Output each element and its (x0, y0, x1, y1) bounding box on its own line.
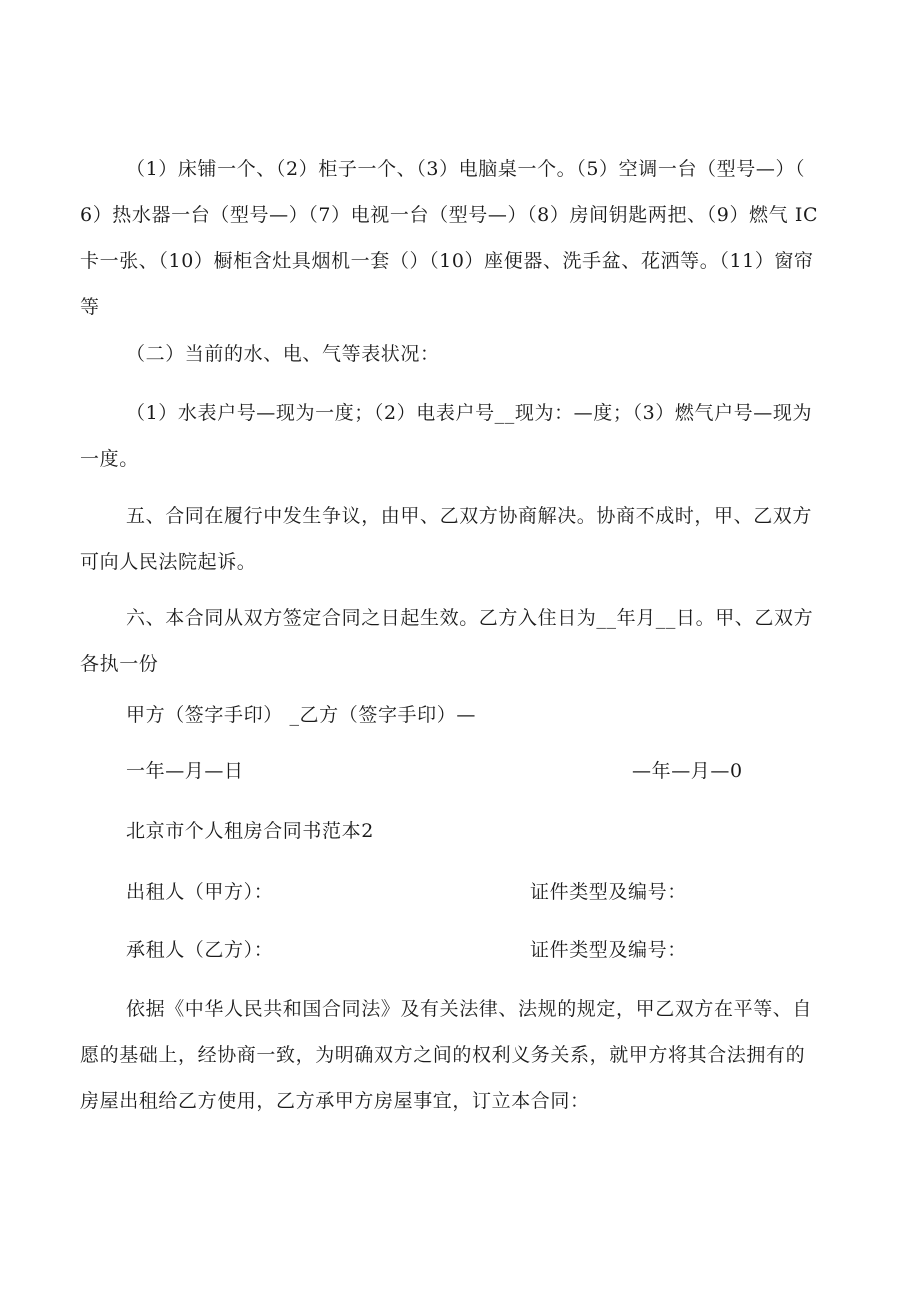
text-line: 6）热水器一台（型号—）（7）电视一台（型号—）（8）房间钥匙两把、（9）燃气 IC (80, 204, 819, 226)
party-a-date: 一年—月—日 (126, 760, 244, 782)
contract-preamble-paragraph (80, 986, 840, 1124)
text-line: 房屋出租给乙方使用，乙方承甲方房屋事宜，订立本合同： (80, 1090, 590, 1112)
lessor-id-label: 证件类型及编号： (530, 881, 687, 903)
text-line: （1）床铺一个、（2）柜子一个、（3）电脑桌一个。（5）空调一台（型号—）（ (126, 158, 806, 180)
party-b-date: —年—月—0 (632, 760, 743, 782)
text-line: （二）当前的水、电、气等表状况： (126, 343, 440, 365)
title-text: 北京市个人租房合同书范本2 (126, 820, 374, 842)
lessor-label: 出租人（甲方）： (126, 881, 274, 903)
text-line: 五、合同在履行中发生争议，由甲、乙双方协商解决。协商不成时，甲、乙双方 (126, 505, 813, 527)
text-line: 一度。 (80, 448, 139, 470)
effective-clause-paragraph (80, 595, 840, 687)
text-line: 依据《中华人民共和国合同法》及有关法律、法规的规定，甲乙双方在平等、自 (126, 998, 813, 1020)
text-line: 愿的基础上，经协商一致，为明确双方之间的权利义务关系，就甲方将其合法拥有的 (80, 1044, 806, 1066)
furniture-list-paragraph (80, 146, 840, 330)
meter-status-heading (80, 331, 840, 377)
text-line: 六、本合同从双方签定合同之日起生效。乙方入住日为__年月__日。甲、乙双方 (126, 607, 814, 629)
text-line: 各执一份 (80, 653, 159, 675)
text-line: （1）水表户号—现为一度；（2）电表户号__现为：—度；（3）燃气户号—现为 (126, 402, 813, 424)
meter-readings-paragraph (80, 390, 840, 482)
lessee-id-label: 证件类型及编号： (530, 939, 687, 961)
signature-text: 甲方（签字手印） _乙方（签字手印）— (126, 704, 476, 726)
text-line: 可向人民法院起诉。 (80, 551, 257, 573)
dispute-clause-paragraph (80, 493, 840, 585)
lessee-label: 承租人（乙方）： (126, 939, 274, 961)
text-line: 等 (80, 296, 100, 318)
text-line: 卡一张、（10）橱柜含灶具烟机一套（）（10）座便器、洗手盆、花洒等。（11）窗帘 (80, 250, 814, 272)
